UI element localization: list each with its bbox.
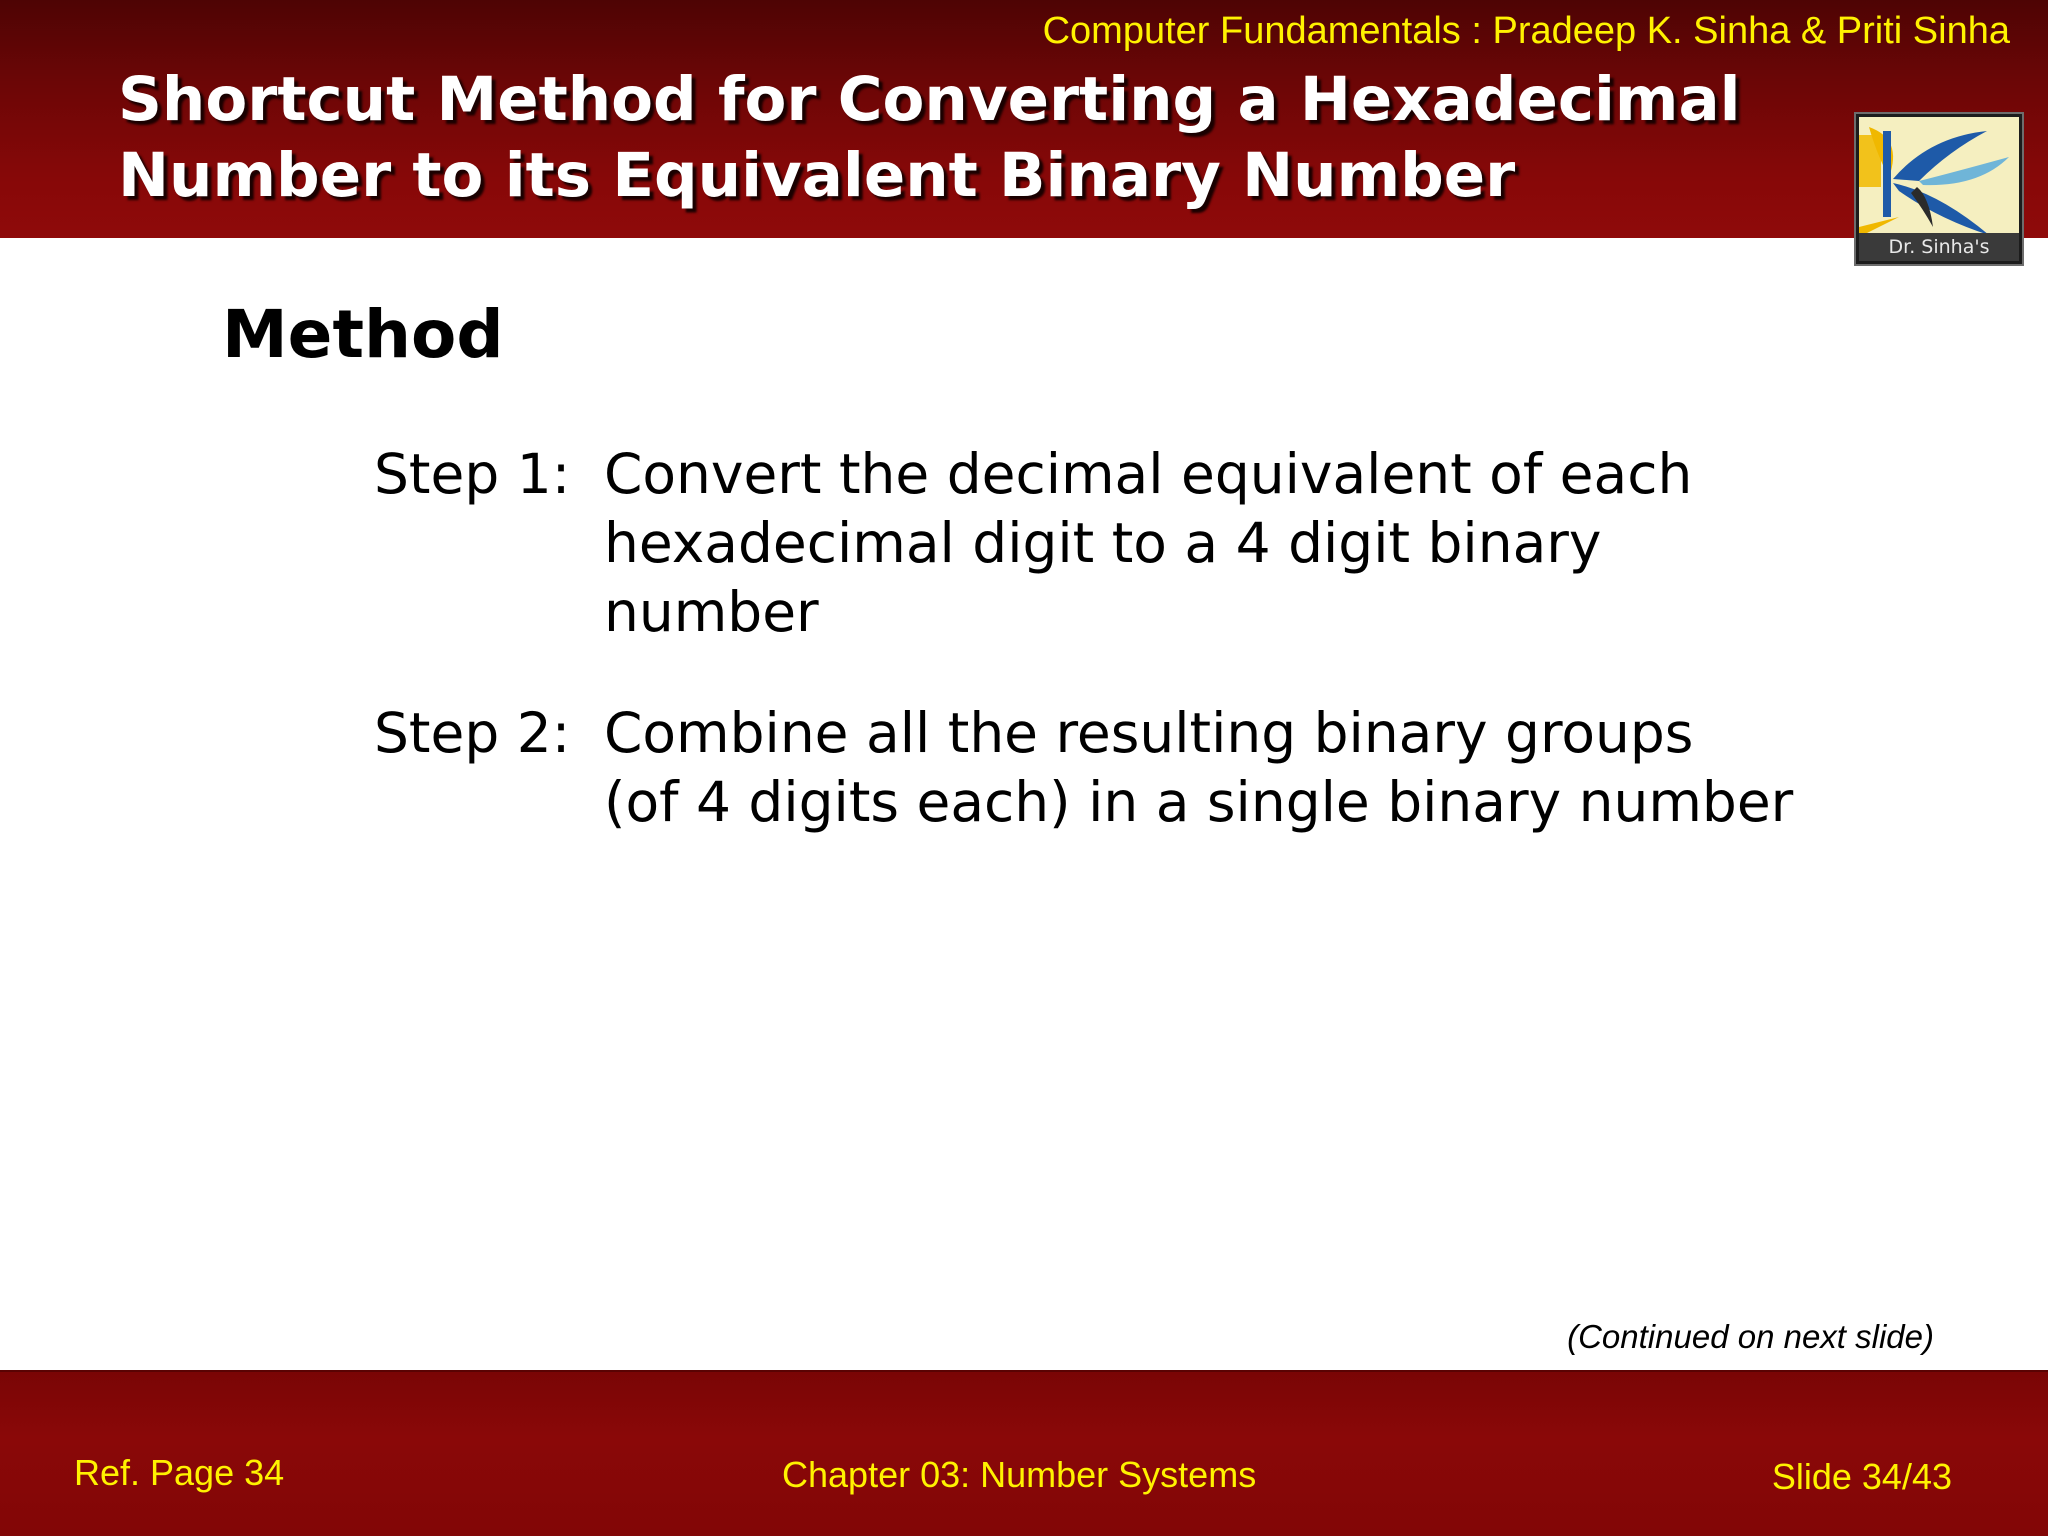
slide-title-line-1: Shortcut Method for Converting a Hexadecimal bbox=[118, 64, 1741, 135]
step-1-line: hexadecimal digit to a 4 digit binary bbox=[604, 511, 1602, 575]
slide-title bbox=[118, 62, 1838, 214]
ref-page: Ref. Page 34 bbox=[74, 1452, 285, 1493]
step-2 bbox=[374, 699, 1934, 837]
dr-sinhas-logo-icon bbox=[1856, 114, 2022, 264]
step-1 bbox=[374, 440, 1934, 647]
slide-title-line-2: Number to its Equivalent Binary Number bbox=[118, 140, 1516, 211]
step-1-line: number bbox=[604, 580, 819, 644]
method-heading: Method bbox=[222, 296, 504, 373]
step-1-label: Step 1: bbox=[374, 442, 571, 506]
slide-number: Slide 34/43 bbox=[1771, 1456, 1952, 1497]
slide-footer bbox=[0, 1370, 2048, 1536]
continued-note: (Continued on next slide) bbox=[1567, 1318, 1934, 1355]
step-2-label: Step 2: bbox=[374, 701, 571, 765]
step-2-line: (of 4 digits each) in a single binary number bbox=[604, 770, 1794, 834]
logo-text: Dr. Sinha's bbox=[1859, 233, 2019, 261]
book-title: Computer Fundamentals : Pradeep K. Sinha & Priti Sinha bbox=[1042, 10, 2010, 52]
slide-header bbox=[0, 0, 2048, 238]
chapter-title: Chapter 03: Number Systems bbox=[782, 1454, 1257, 1495]
step-2-line: Combine all the resulting binary groups bbox=[604, 701, 1694, 765]
step-1-text bbox=[604, 440, 1934, 647]
step-2-text bbox=[604, 699, 1934, 837]
step-1-line: Convert the decimal equivalent of each bbox=[604, 442, 1693, 506]
